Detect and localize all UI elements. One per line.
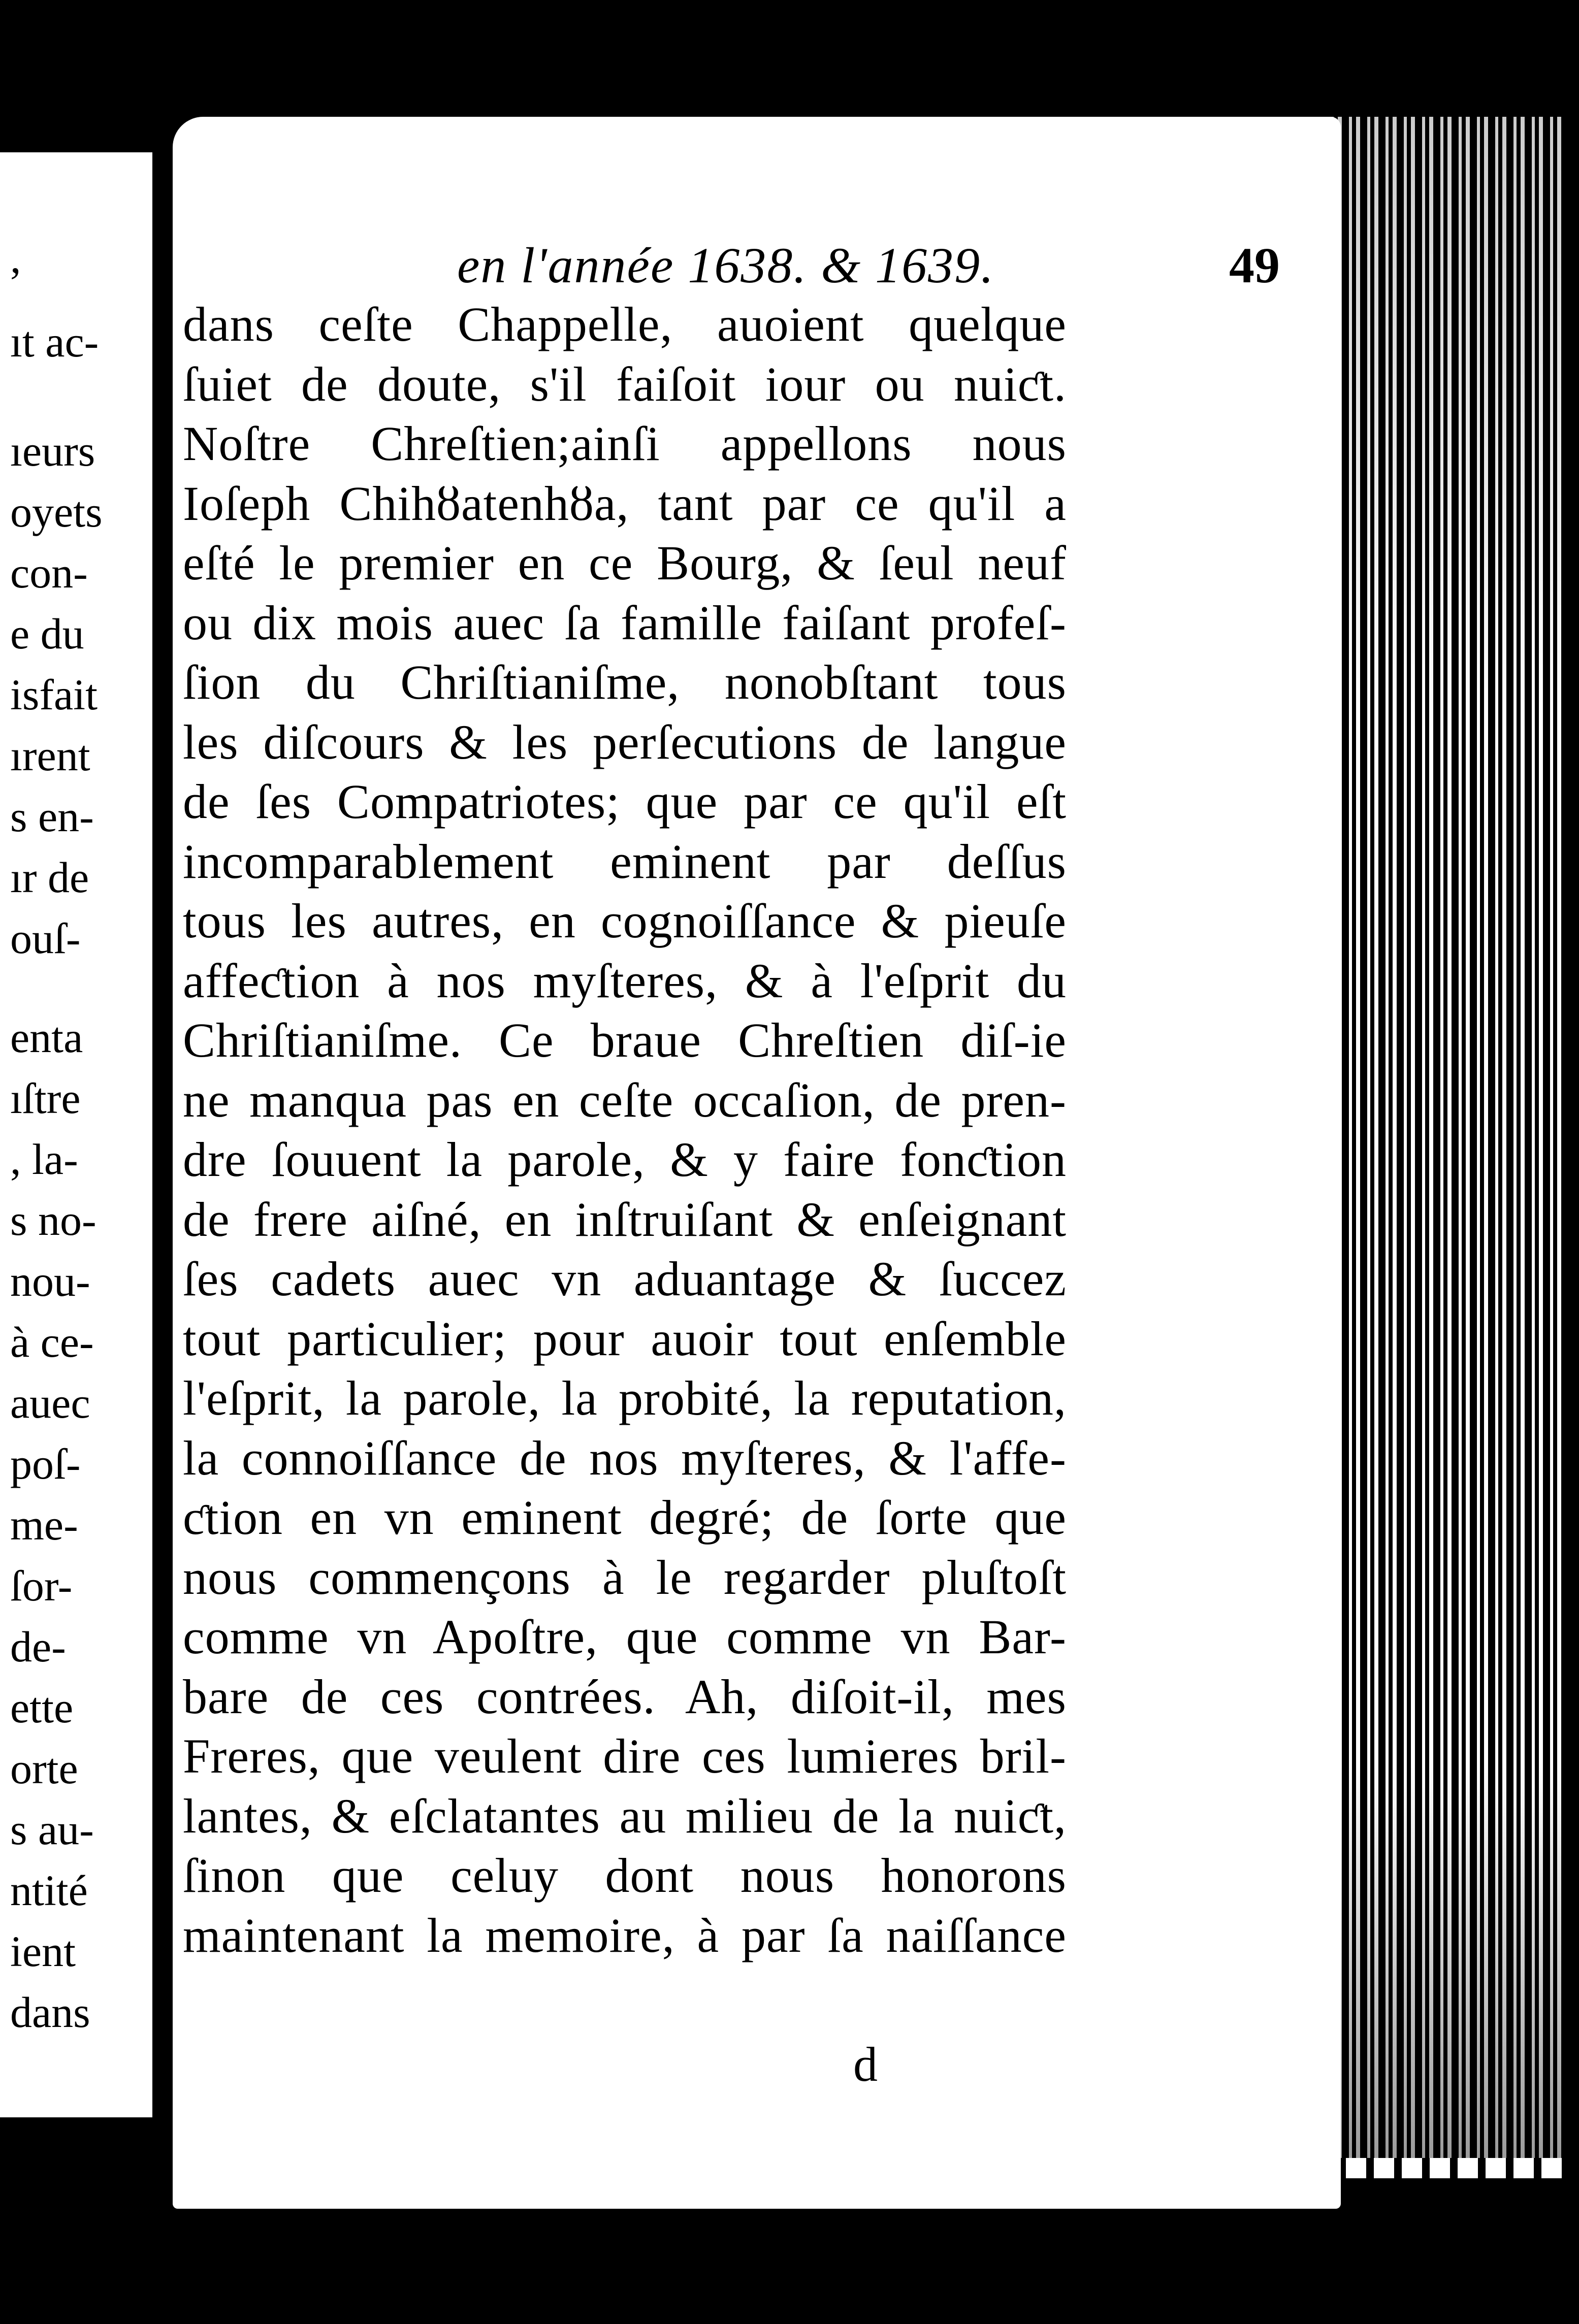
left-page-fragment: ſor- — [10, 1561, 73, 1610]
fore-edge-shadow — [1331, 117, 1564, 2168]
text-line: incomparablement eminent par deſſus — [183, 834, 1067, 889]
text-line: ſinon que celuy dont nous honorons — [183, 1848, 1067, 1903]
left-page-fragment: ıt ac- — [10, 317, 99, 366]
left-page-fragment: ntité — [10, 1866, 88, 1915]
text-line: de frere aiſné, en inſtruiſant & enſeignant — [183, 1192, 1067, 1247]
text-line: affeƈtion à nos myſteres, & à l'eſprit du — [183, 953, 1067, 1008]
text-line: ſes cadets auec vn aduantage & ſuccez — [183, 1252, 1067, 1306]
left-page-fragment: , la- — [10, 1135, 78, 1184]
left-page-fragment: orte — [10, 1744, 78, 1793]
main-page — [173, 117, 1341, 2209]
left-page-fragment: s au- — [10, 1805, 94, 1854]
running-head — [274, 236, 1280, 292]
left-page-fragment: s en- — [10, 792, 94, 841]
text-line: eſté le premier en ce Bourg, & ſeul neuf — [183, 536, 1067, 590]
text-line: tous les autres, en cognoiſſance & pieuſe — [183, 894, 1067, 948]
text-line: la connoiſſance de nos myſteres, & l'affe- — [183, 1430, 1067, 1485]
left-page-fragment: ette — [10, 1683, 74, 1732]
left-page-fragment: ouſ- — [10, 914, 81, 963]
text-line: lantes, & eſclatantes au milieu de la nuiƈt, — [183, 1788, 1067, 1843]
left-page-fragment: oyets — [10, 487, 103, 536]
left-page-fragment: auec — [10, 1379, 90, 1427]
text-line: bare de ces contrées. Ah, diſoit-il, mes — [183, 1669, 1067, 1724]
left-page-fragment: , — [10, 234, 21, 282]
left-page-fragment: isfait — [10, 670, 98, 719]
body-text — [183, 294, 1067, 1965]
text-line: ſion du Chriſtianiſme, nonobſtant tous — [183, 655, 1067, 709]
left-page-fragment: con- — [10, 548, 88, 597]
text-line: nous commençons à le regarder pluſtoſt — [183, 1550, 1067, 1605]
left-page-fragment: s no- — [10, 1196, 96, 1245]
left-page-fragment: à ce- — [10, 1318, 94, 1366]
text-line: dre ſouuent la parole, & y faire fonƈtion — [183, 1132, 1067, 1187]
text-line: Freres, que veulent dire ces lumieres bril- — [183, 1729, 1067, 1783]
left-page-fragment: poſ- — [10, 1439, 81, 1488]
catchword: d — [853, 2037, 878, 2091]
running-head-title: en l'année 1638. & 1639. — [457, 237, 995, 293]
text-line: Chriſtianiſme. Ce braue Chreſtien diſ-ie — [183, 1013, 1067, 1067]
text-line: ne manqua pas en ceſte occaſion, de pren- — [183, 1072, 1067, 1127]
left-page-fragment: e du — [10, 609, 84, 658]
text-line: maintenant la memoire, à par ſa naiſſance — [183, 1908, 1067, 1962]
left-page-fragment: ient — [10, 1927, 76, 1976]
left-page-fragment: nou- — [10, 1257, 90, 1305]
left-page-fragment: ıſtre — [10, 1074, 81, 1123]
left-page-fragment: ır de — [10, 853, 89, 902]
left-page-fragment: de- — [10, 1622, 66, 1671]
text-line: de ſes Compatriotes; que par ce qu'il eſt — [183, 774, 1067, 829]
text-line: ou dix mois auec ſa famille faiſant profeſ- — [183, 595, 1067, 650]
text-line: les diſcours & les perſecutions de langue — [183, 714, 1067, 769]
left-page-fragment: ıeurs — [10, 427, 95, 475]
text-line: comme vn Apoſtre, que comme vn Bar- — [183, 1610, 1067, 1664]
text-line: ƈtion en vn eminent degré; de ſorte que — [183, 1490, 1067, 1545]
text-line: l'eſprit, la parole, la probité, la reputation, — [183, 1371, 1067, 1425]
left-page-fragment: ırent — [10, 731, 90, 780]
text-line: Ioſeph Chihȣatenhȣa, tant par ce qu'il a — [183, 476, 1067, 531]
left-page-fragment: me- — [10, 1500, 78, 1549]
text-line: ſuiet de doute, s'il faiſoit iour ou nuiƈt. — [183, 356, 1067, 411]
left-page-fragment: enta — [10, 1013, 83, 1062]
page-number: 49 — [1229, 237, 1280, 293]
text-line: dans ceſte Chappelle, auoient quelque — [183, 297, 1067, 351]
text-line: tout particulier; pour auoir tout enſemble — [183, 1311, 1067, 1366]
left-page-fragment: dans — [10, 1988, 90, 2037]
text-line: Noſtre Chreſtien;ainſi appellons nous — [183, 416, 1067, 471]
